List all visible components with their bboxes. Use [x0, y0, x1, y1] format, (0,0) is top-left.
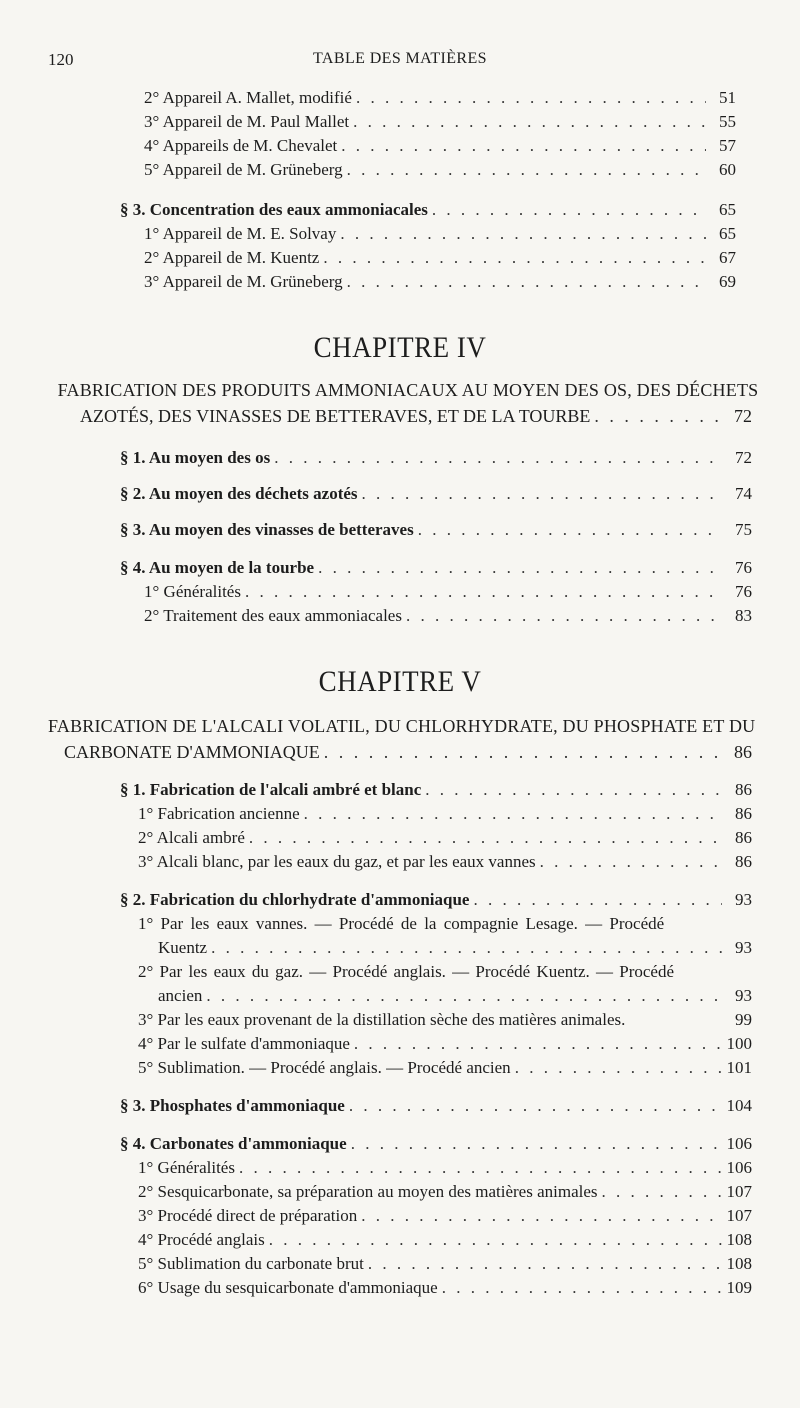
toc-entry: 4° Procédé anglais . . . 108	[138, 1230, 752, 1250]
toc-entry: 2° Appareil de M. Kuentz . . . 67	[144, 248, 736, 268]
toc-entry: 3° Par les eaux provenant de la distillation sèche des matières animales. 99	[138, 1010, 752, 1029]
chapter-title-line: CARBONATE D'AMMONIAQUE . . . 86	[64, 742, 752, 762]
chapter-heading: CHAPITRE IV	[313, 330, 487, 364]
toc-entry: 1° Fabrication ancienne . . . 86	[138, 804, 752, 824]
toc-section: § 2. Fabrication du chlorhydrate d'ammoniaque . . . 93	[120, 890, 752, 910]
chapter-title: FABRICATION DES PRODUITS AMMONIACAUX AU MOYEN DES OS, DES DÉCHETS	[57, 380, 759, 400]
toc-entry: 4° Par le sulfate d'ammoniaque . . . 100	[138, 1034, 752, 1054]
toc-entry: 3° Appareil de M. Paul Mallet . . . 55	[144, 112, 736, 132]
toc-section: § 1. Au moyen des os . . . 72	[120, 448, 752, 468]
toc-entry: 2° Alcali ambré . . . 86	[138, 828, 752, 848]
toc-entry: 6° Usage du sesquicarbonate d'ammoniaque . . . 109	[138, 1278, 752, 1298]
running-title: TABLE DES MATIÈRES	[313, 50, 487, 67]
toc-entry: 1° Généralités . . . 106	[138, 1158, 752, 1178]
chapter-heading: CHAPITRE V	[318, 664, 482, 698]
toc-entry: 5° Appareil de M. Grüneberg . . . 60	[144, 160, 736, 180]
toc-section: § 3. Au moyen des vinasses de betteraves . . . 75	[120, 520, 752, 540]
toc-entry: 3° Procédé direct de préparation . . . 107	[138, 1206, 752, 1226]
toc-entry: 2° Sesquicarbonate, sa préparation au moyen des matières animales . . . 107	[138, 1182, 752, 1202]
toc-entry-line: 1° Par les eaux vannes. — Procédé de la compagnie Lesage. — Procédé	[138, 914, 665, 933]
toc-entry: 1° Appareil de M. E. Solvay . . . 65	[144, 224, 736, 244]
toc-section: § 1. Fabrication de l'alcali ambré et blanc . . . 86	[120, 780, 752, 800]
toc-entry: 2° Appareil A. Mallet, modifié . . . 51	[144, 88, 736, 108]
toc-entry: ancien . . . 93	[158, 986, 752, 1006]
toc-section: § 3. Concentration des eaux ammoniacales . . . 65	[120, 200, 736, 220]
toc-entry: 5° Sublimation. — Procédé anglais. — Procédé ancien . . . 101	[138, 1058, 752, 1078]
toc-entry: 3° Alcali blanc, par les eaux du gaz, et par les eaux vannes . . . 86	[138, 852, 752, 872]
toc-entry-line: 2° Par les eaux du gaz. — Procédé anglais. — Procédé Kuentz. — Procédé	[138, 962, 675, 981]
chapter-title: FABRICATION DE L'ALCALI VOLATIL, DU CHLORHYDRATE, DU PHOSPHATE ET DU	[48, 716, 756, 736]
toc-entry: 5° Sublimation du carbonate brut . . . 108	[138, 1254, 752, 1274]
toc-section: § 4. Au moyen de la tourbe . . . 76	[120, 558, 752, 578]
toc-entry: Kuentz . . . 93	[158, 938, 752, 958]
toc-section: § 2. Au moyen des déchets azotés . . . 74	[120, 484, 752, 504]
toc-entry: 2° Traitement des eaux ammoniacales . . . 83	[144, 606, 752, 626]
chapter-title-line: AZOTÉS, DES VINASSES DE BETTERAVES, ET DE LA TOURBE . . . 72	[80, 406, 752, 426]
toc-entry: 4° Appareils de M. Chevalet . . . 57	[144, 136, 736, 156]
toc-section: § 4. Carbonates d'ammoniaque . . . 106	[120, 1134, 752, 1154]
page-number: 120	[48, 50, 74, 69]
toc-entry: 1° Généralités . . . 76	[144, 582, 752, 602]
toc-entry: 3° Appareil de M. Grüneberg . . . 69	[144, 272, 736, 292]
toc-section: § 3. Phosphates d'ammoniaque . . . 104	[120, 1096, 752, 1116]
